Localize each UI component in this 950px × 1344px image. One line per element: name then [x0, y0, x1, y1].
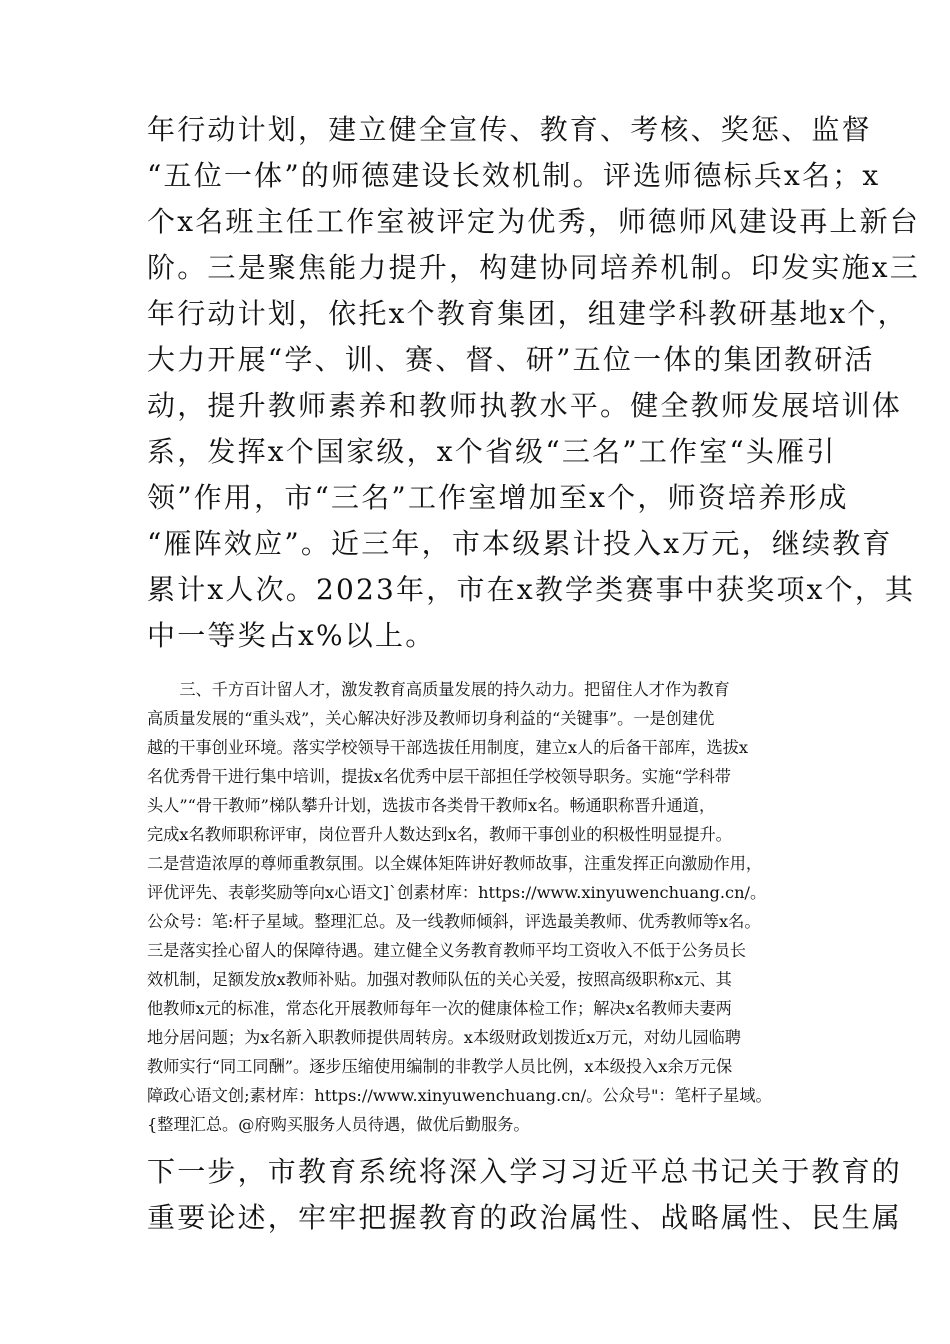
- paragraph-line: 累计x人次。2023年，市在x教学类赛事中获奖项x个，其: [147, 573, 916, 606]
- paragraph-line: 越的干事创业环境。落实学校领导干部选拔任用制度，建立x人的后备干部库，选拔x: [147, 738, 749, 757]
- paragraph-line: 阶。三是聚焦能力提升，构建协同培养机制。印发实施x三: [147, 251, 920, 284]
- paragraph-line: 三、千方百计留人才，激发教育高质量发展的持久动力。把留住人才作为教育: [147, 680, 730, 699]
- paragraph-line: 教师实行“同工同酬”。逐步压缩使用编制的非教学人员比例，x本级投入x余万元保: [147, 1057, 733, 1076]
- paragraph-line: 名优秀骨干进行集中培训，提拔x名优秀中层干部担任学校领导职务。实施“学科带: [147, 767, 731, 786]
- paragraph-line: 效机制，足额发放x教师补贴。加强对教师队伍的关心关爱，按照高级职称x元、其: [147, 970, 732, 989]
- paragraph-line: 评优评先、表彰奖励等向x心语文]`创素材库：https://www.xinyuwenchuang.cn/。: [147, 883, 767, 902]
- paragraph-line: {整理汇总。@府购买服务人员待遇，做优后勤服务。: [147, 1115, 530, 1134]
- paragraph-line: 大力开展“学、训、赛、督、研”五位一体的集团教研活: [147, 343, 875, 376]
- paragraph-line: 重要论述，牢牢把握教育的政治属性、战略属性、民生属: [147, 1201, 903, 1234]
- paragraph-line: 动，提升教师素养和教师执教水平。健全教师发展培训体: [147, 389, 903, 422]
- paragraph-line: 完成x名教师职称评审，岗位晋升人数达到x名，教师干事创业的积极性明显提升。: [147, 825, 732, 844]
- paragraph-line: 地分居问题；为x名新入职教师提供周转房。x本级财政划拨近x万元，对幼儿园临聘: [147, 1028, 741, 1047]
- paragraph-line: 公众号：笔:杆子星域。整理汇总。及一线教师倾斜，评选最美教师、优秀教师等x名。: [147, 912, 761, 931]
- paragraph-line: 二是营造浓厚的尊师重教氛围。以全媒体矩阵讲好教师故事，注重发挥正向激励作用，: [147, 854, 763, 873]
- paragraph-line: 年行动计划，建立健全宣传、教育、考核、奖惩、监督: [147, 113, 872, 146]
- paragraph-line: 中一等奖占x%以上。: [147, 619, 436, 652]
- paragraph-line: 系，发挥x个国家级，x个省级“三名”工作室“头雁引: [147, 435, 837, 468]
- paragraph-line: 高质量发展的“重头戏”，关心解决好涉及教师切身利益的“关键事”。一是创建优: [147, 709, 715, 728]
- paragraph-line: 年行动计划，依托x个教育集团，组建学科教研基地x个，: [147, 297, 908, 330]
- paragraph-line: “雁阵效应”。近三年，市本级累计投入x万元，继续教育: [147, 527, 893, 560]
- paragraph-line: 个x名班主任工作室被评定为优秀，师德师风建设再上新台: [147, 205, 920, 238]
- paragraph-line: 头人”“骨干教师”梯队攀升计划，选拔市各类骨干教师x名。畅通职称晋升通道，: [147, 796, 716, 815]
- paragraph-line: 他教师x元的标准，常态化开展教师每年一次的健康体检工作；解决x名教师夫妻两: [147, 999, 732, 1018]
- paragraph-line: 下一步，市教育系统将深入学习习近平总书记关于教育的: [147, 1155, 903, 1188]
- paragraph-line: “五位一体”的师德建设长效机制。评选师德标兵x名；x: [147, 159, 881, 192]
- paragraph-line: 三是落实拴心留人的保障待遇。建立健全义务教育教师平均工资收入不低于公务员长: [147, 941, 746, 960]
- paragraph-line: 障政心语文创;素材库：https://www.xinyuwenchuang.cn/。公众号"：笔杆子星域。: [147, 1086, 772, 1105]
- paragraph-line: 领”作用，市“三名”工作室增加至x个，师资培养形成: [147, 481, 849, 514]
